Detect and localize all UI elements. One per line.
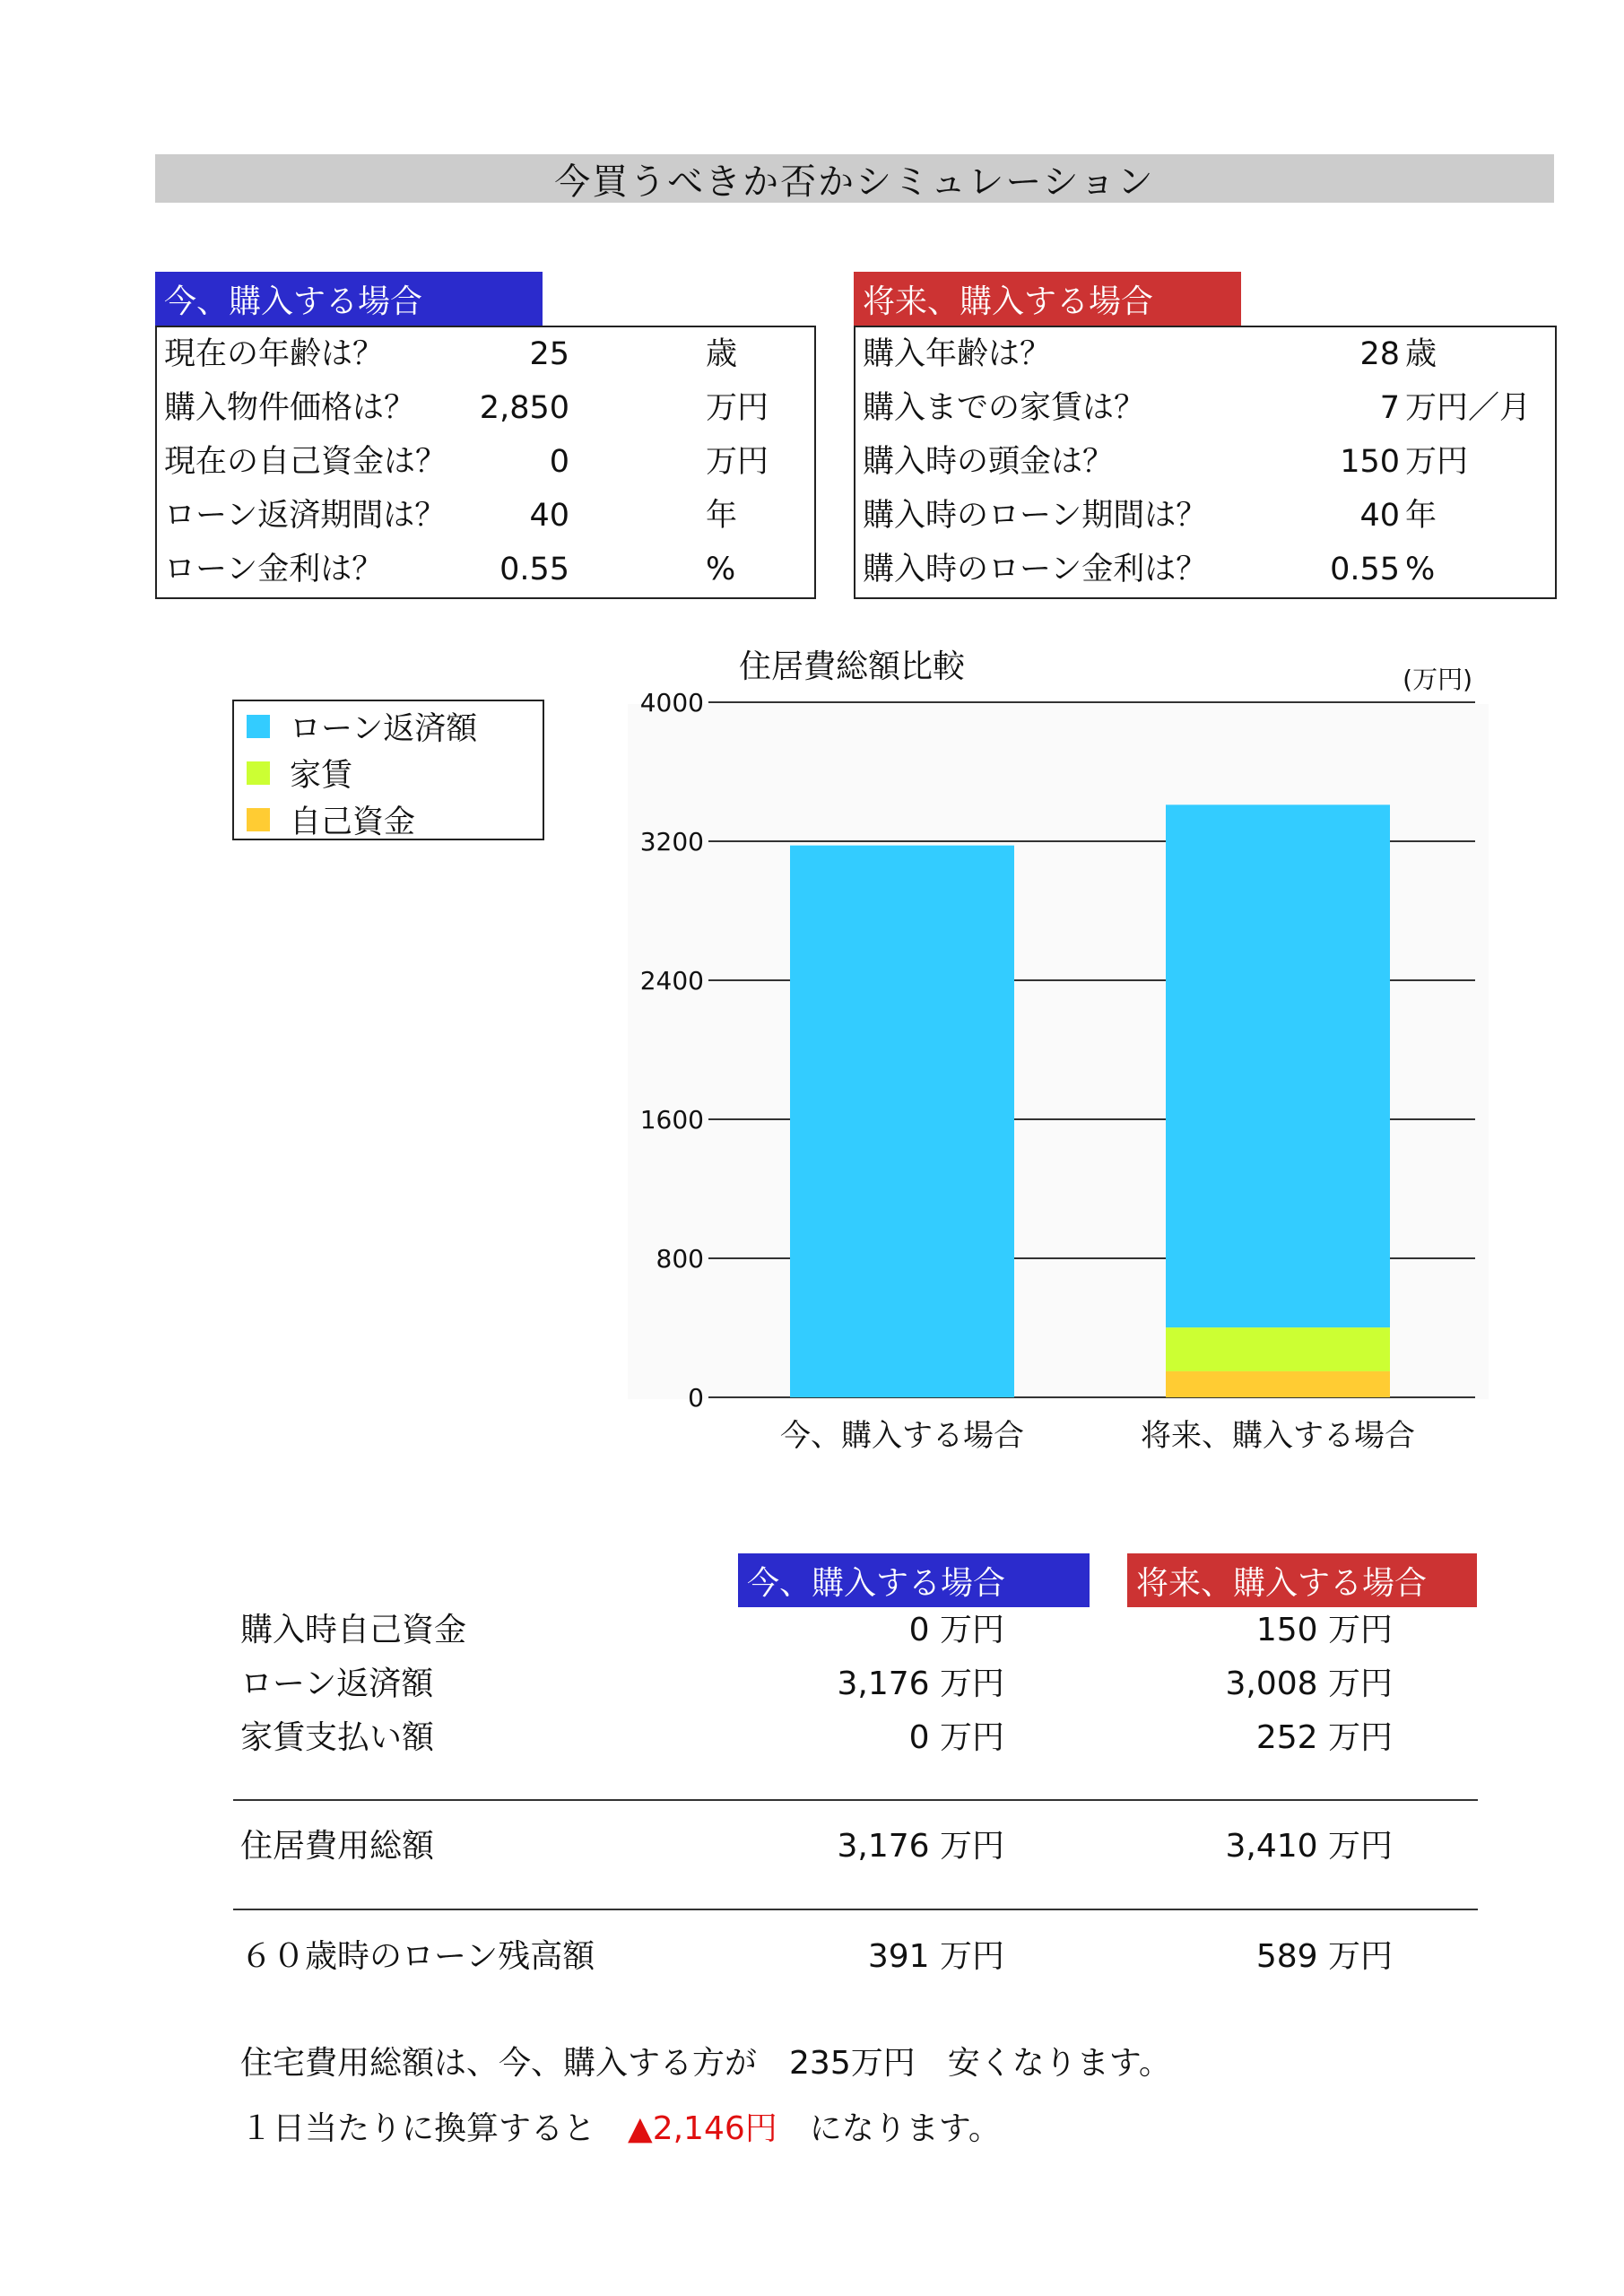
housing-cost-chart (610, 628, 1507, 1480)
conclusion-text: 安くなります。 (915, 2045, 1171, 2082)
legend-swatch-own-funds (247, 808, 270, 831)
y-tick-label: 2400 (639, 966, 704, 996)
summary-row-loan (0, 1657, 1624, 1711)
legend-item-loan (247, 703, 543, 750)
y-tick-label: 0 (688, 1383, 704, 1413)
input-unit: 万円 (706, 444, 769, 480)
bar-now-series-2 (790, 846, 1014, 1397)
bar-future-series-0 (1166, 1371, 1390, 1397)
now-input-row (157, 381, 814, 435)
y-tick-label: 800 (656, 1244, 704, 1274)
future-input-row (855, 381, 1555, 435)
summary-row-balance-at-60 (0, 1930, 1624, 1984)
input-unit: 年 (1405, 498, 1437, 534)
divider (233, 1909, 1478, 1910)
page-title: 今買うべきか否かシミュレーション (155, 154, 1554, 203)
y-tick-label: 1600 (639, 1105, 704, 1135)
conclusion-text: になります。 (777, 2110, 1001, 2147)
now-input-table (155, 326, 816, 599)
summary-now-value: 3,176 万円 (837, 1828, 1004, 1865)
summary-label: ６０歳時のローン残高額 (240, 1938, 595, 1975)
conclusion-line-1 (240, 2038, 1171, 2083)
summary-now-header: 今、購入する場合 (738, 1553, 1090, 1607)
summary-future-value: 589 万円 (1255, 1938, 1393, 1975)
x-tick-label: 今、購入する場合 (780, 1418, 1024, 1454)
input-label: ローン金利は？ (164, 552, 384, 587)
summary-label: ローン返済額 (240, 1665, 434, 1702)
now-header: 今、購入する場合 (155, 272, 543, 326)
now-input-row (157, 435, 814, 489)
x-tick-label: 将来、購入する場合 (1141, 1418, 1415, 1454)
conclusion-text: １日当たりに換算すると (240, 2110, 629, 2147)
future-input-row (855, 327, 1555, 381)
legend-label: 家賃 (290, 758, 353, 794)
input-unit: 歳 (706, 336, 738, 372)
summary-row-rent (0, 1711, 1624, 1765)
input-label: 現在の自己資金は？ (164, 444, 447, 480)
chart-legend (232, 700, 544, 840)
conclusion-text: 住宅費用総額は、今、購入する方が (240, 2045, 790, 2082)
input-label: 購入までの家賃は？ (863, 390, 1146, 426)
input-value: 0 (549, 444, 569, 480)
bar-future-series-1 (1166, 1327, 1390, 1371)
legend-swatch-rent (247, 761, 270, 785)
summary-row-total (0, 1820, 1624, 1874)
summary-now-value: 0 万円 (908, 1612, 1004, 1648)
summary-now-value: 0 万円 (908, 1719, 1004, 1756)
input-value: 25 (529, 336, 569, 372)
legend-swatch-loan (247, 715, 270, 738)
input-label: 購入年齢は？ (863, 336, 1052, 372)
conclusion-line-2 (240, 2103, 1001, 2149)
input-value: 0.55 (499, 552, 569, 587)
chart-title: 住居費総額比較 (739, 648, 966, 685)
input-label: 購入時の頭金は？ (863, 444, 1115, 480)
input-label: 現在の年齢は？ (164, 336, 385, 372)
y-tick-label: 4000 (639, 688, 704, 718)
summary-future-value: 3,410 万円 (1225, 1828, 1393, 1865)
input-unit: 歳 (1405, 336, 1437, 372)
summary-future-value: 252 万円 (1255, 1719, 1393, 1756)
summary-label: 購入時自己資金 (240, 1612, 467, 1648)
future-input-row (855, 489, 1555, 543)
summary-label: 住居費用総額 (240, 1828, 435, 1865)
summary-label: 家賃支払い額 (240, 1719, 435, 1756)
legend-label: 自己資金 (290, 804, 416, 840)
input-unit: 万円／月 (1405, 390, 1532, 426)
input-unit: 万円 (706, 390, 769, 426)
input-label: 購入時のローン金利は？ (863, 552, 1208, 587)
bar-future-series-2 (1166, 804, 1390, 1327)
divider (233, 1799, 1478, 1801)
input-value: 7 (1379, 390, 1400, 426)
summary-future-value: 150 万円 (1255, 1612, 1393, 1648)
input-value: 40 (529, 498, 569, 534)
input-value: 2,850 (479, 390, 569, 426)
input-unit: 年 (706, 498, 738, 534)
summary-now-value: 391 万円 (867, 1938, 1004, 1975)
input-label: 購入時のローン期間は？ (863, 498, 1208, 534)
input-label: 購入物件価格は？ (164, 390, 416, 426)
summary-future-value: 3,008 万円 (1225, 1665, 1393, 1702)
savings-amount: 235万円 (789, 2045, 916, 2082)
summary-row-own-funds (0, 1604, 1624, 1657)
summary-now-value: 3,176 万円 (837, 1665, 1004, 1702)
input-value: 28 (1359, 336, 1400, 372)
input-unit: % (1405, 552, 1436, 587)
future-input-row (855, 543, 1555, 596)
summary-future-header: 将来、購入する場合 (1127, 1553, 1477, 1607)
now-input-row (157, 489, 814, 543)
future-input-row (855, 435, 1555, 489)
now-input-row (157, 327, 814, 381)
input-value: 40 (1359, 498, 1400, 534)
input-value: 150 (1340, 444, 1400, 480)
y-tick-label: 3200 (639, 827, 704, 857)
future-input-table (854, 326, 1557, 599)
future-header: 将来、購入する場合 (854, 272, 1241, 326)
chart-unit-label: (万円) (1403, 665, 1472, 694)
legend-item-own-funds (247, 796, 543, 843)
input-value: 0.55 (1330, 552, 1400, 587)
input-label: ローン返済期間は？ (164, 498, 447, 534)
legend-item-rent (247, 750, 543, 796)
input-unit: % (706, 552, 736, 587)
daily-amount: ▲2,146円 (628, 2110, 777, 2147)
input-unit: 万円 (1405, 444, 1469, 480)
legend-label: ローン返済額 (290, 711, 478, 747)
now-input-row (157, 543, 814, 596)
